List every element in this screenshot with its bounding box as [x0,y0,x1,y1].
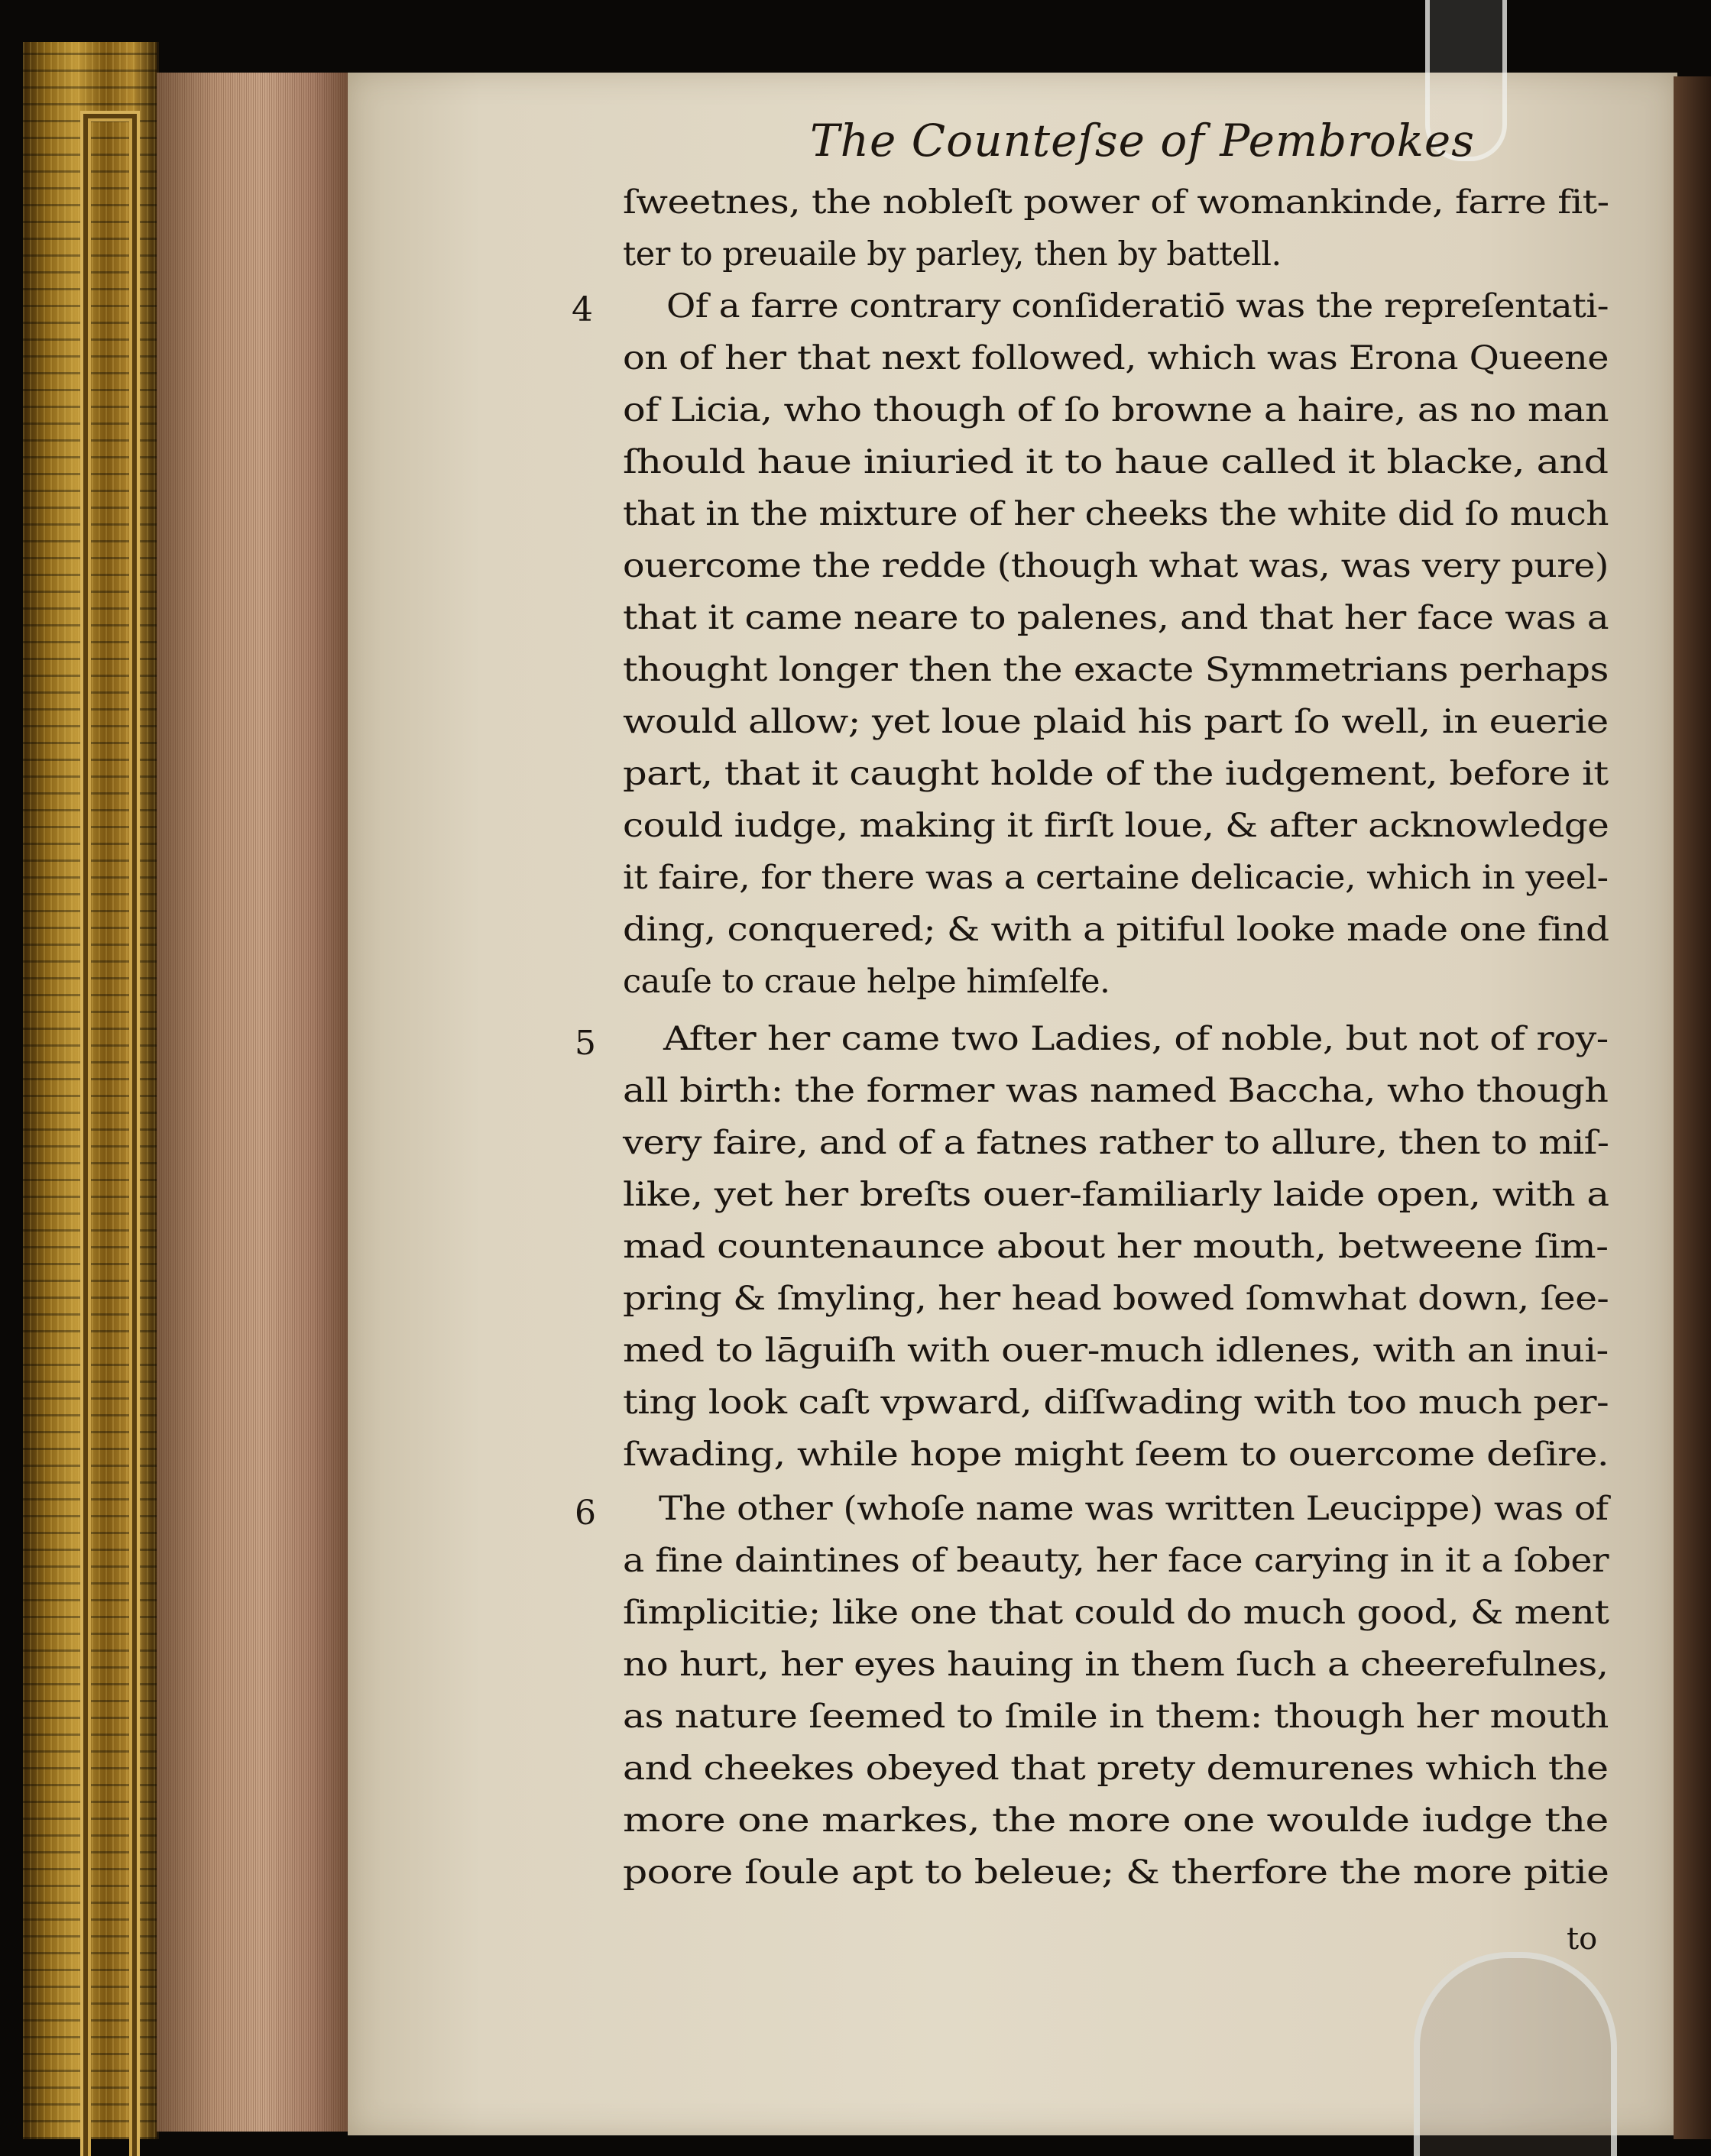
right-page-stack [1674,76,1711,2139]
paragraph-number: 5 [575,1024,596,1063]
text-line: a fine daintines of beauty, her face carying in it a ſober [623,1542,1609,1580]
text-line: pring & ſmyling, her head bowed ſomwhat down, ſee- [623,1280,1609,1318]
text-line: more one markes, the more one woulde iudge the [623,1802,1609,1840]
text-line: could iudge, making it firſt loue, & after acknowledge [623,807,1609,845]
text-line: ſweetnes, the nobleſt power of womankinde, farre fit- [623,183,1609,222]
text-line: ding, conquered; & with a pitiful looke made one find [623,911,1609,949]
text-line: ting look caſt vpward, diſſwading with too much per- [623,1384,1609,1422]
text-line: part, that it caught holde of the iudgement, before it [623,755,1609,793]
text-line: cauſe to craue helpe himſelfe. [623,963,1110,1001]
page-clip-bottom [1414,1952,1617,2156]
text-line: med to lāguiſh with ouer-much idlenes, with an inui- [623,1332,1609,1370]
text-line: all birth: the former was named Baccha, who though [623,1072,1609,1110]
text-line: would allow; yet loue plaid his part ſo well, in euerie [623,703,1609,741]
gilt-border [80,111,140,2156]
text-line: no hurt, her eyes hauing in them ſuch a cheerefulnes, [623,1646,1609,1684]
gilt-binding-edge [23,42,159,2139]
text-line: that in the mixture of her cheeks the white did ſo much [623,495,1609,533]
text-line: The other (whoſe name was written Leucippe) was of [659,1490,1609,1528]
text-line: that it came neare to palenes, and that her face was a [623,599,1609,637]
text-line: ſwading, while hope might ſeem to ouercome deſire. [623,1436,1609,1474]
text-line: poore ſoule apt to beleue; & therfore the more pitie [623,1853,1609,1892]
text-line: on of her that next followed, which was Erona Queene [623,339,1609,377]
text-line: and cheekes obeyed that prety demurenes which the [623,1750,1609,1788]
text-line: After her came two Ladies, of noble, but not of roy- [663,1020,1609,1058]
text-line: of Licia, who though of ſo browne a haire, as no man [623,391,1609,429]
paragraph-number: 6 [575,1494,596,1533]
paragraph-number: 4 [572,290,593,329]
text-line: ouercome the redde (though what was, was very pure) [623,547,1609,585]
text-line: Of a farre contrary conſideratiō was the repreſentati- [666,287,1609,325]
text-line: ter to preuaile by parley, then by battell. [623,235,1282,274]
running-head: The Counteſse of Pembrokes [810,115,1476,167]
text-line: like, yet her breſts ouer-familiarly laide open, with a [623,1176,1609,1214]
text-line: ſhould haue iniuried it to haue called it blacke, and [623,443,1609,481]
page-edges [157,73,352,2132]
text-line: it faire, for there was a certaine delicacie, which in yeel- [623,859,1609,897]
catchword: to [1567,1921,1598,1957]
text-line: mad countenaunce about her mouth, betweene ſim- [623,1228,1609,1266]
text-line: ſimplicitie; like one that could do much good, & ment [623,1594,1609,1632]
text-line: as nature ſeemed to ſmile in them: though her mouth [623,1698,1609,1736]
text-line: very faire, and of a fatnes rather to allure, then to miſ- [623,1124,1609,1162]
text-line: thought longer then the exacte Symmetrians perhaps [623,651,1609,689]
